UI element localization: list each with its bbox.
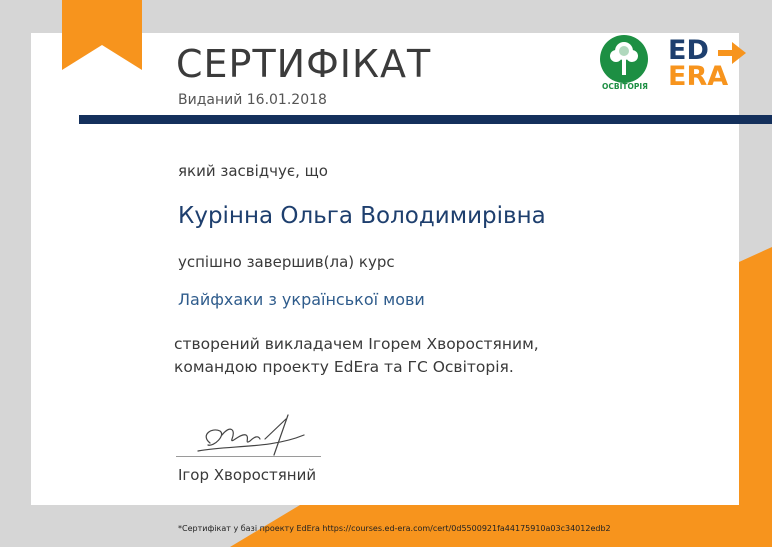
edera-logo-bottom: ERA	[668, 61, 729, 92]
certificate-title: СЕРТИФІКАТ	[176, 42, 432, 86]
course-name: Лайфхаки з української мови	[178, 290, 425, 309]
signature-line	[176, 456, 321, 457]
osvitoria-logo-text: ОСВІТОРІЯ	[602, 82, 648, 91]
completed-text: успішно завершив(ла) курс	[178, 253, 395, 271]
recipient-name: Курінна Ольга Володимирівна	[178, 203, 546, 229]
issued-date: Виданий 16.01.2018	[178, 92, 327, 108]
created-line-2: командою проекту EdEra та ГС Освіторія.	[174, 358, 514, 376]
signer-name: Ігор Хворостяний	[178, 466, 317, 484]
edera-logo-top: ED	[668, 35, 709, 66]
edera-arrow-icon	[718, 38, 748, 64]
created-line-1: створений викладачем Ігорем Хворостяним,	[174, 335, 539, 353]
created-by-text	[174, 333, 539, 379]
attests-text: який засвідчує, що	[178, 162, 328, 180]
orange-ribbon-icon	[62, 0, 142, 70]
certificate-footnote: *Сертифікат у базі проекту EdEra https://courses.ed-era.com/cert/0d5500921fa44175910a03c34012edb2	[178, 524, 611, 533]
header-divider	[79, 115, 772, 124]
